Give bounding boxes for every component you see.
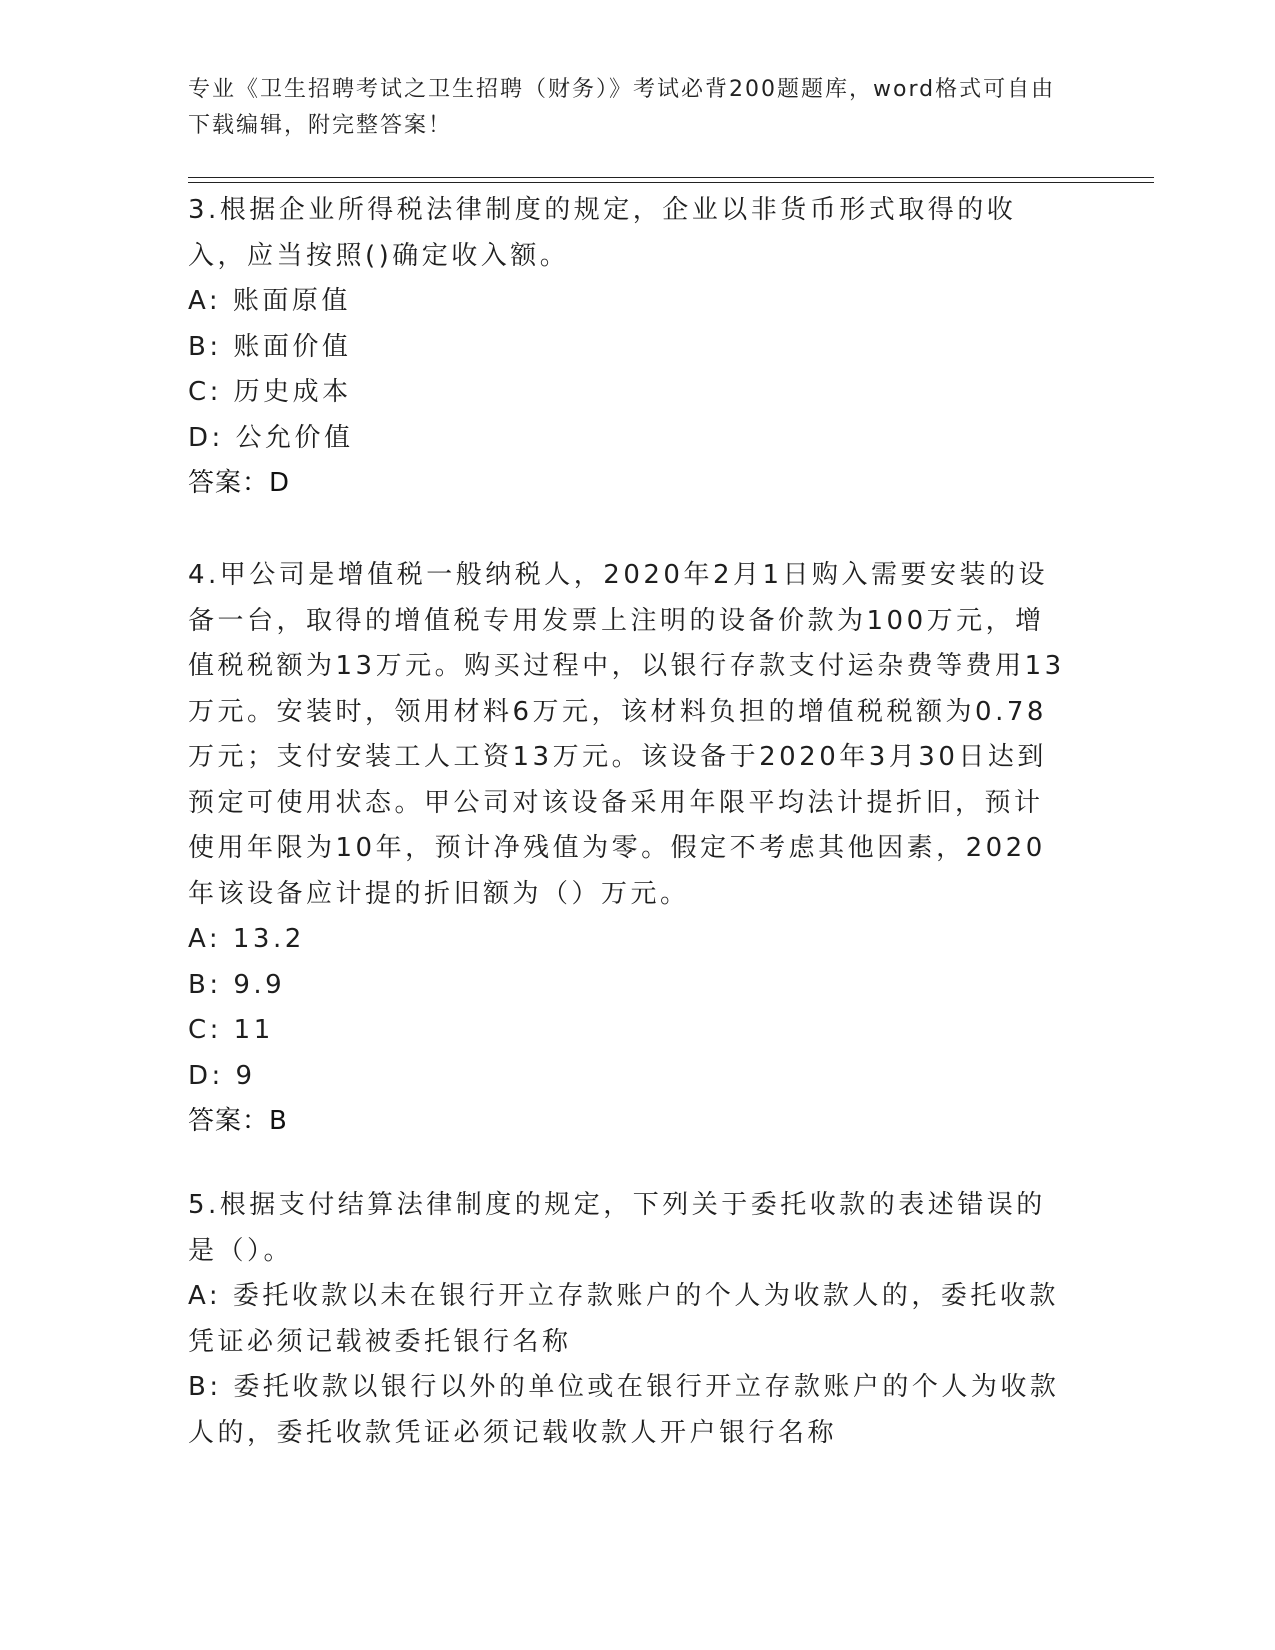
option-b: B: 账面价值 xyxy=(188,331,352,362)
option-d: D: 公允价值 xyxy=(188,422,354,453)
answer-line: 答案：B xyxy=(188,1106,288,1136)
header-divider-bottom xyxy=(188,182,1154,183)
option-c: C: 历史成本 xyxy=(188,377,352,407)
option-c: C: 11 xyxy=(188,1015,274,1045)
question-stem: 3.根据企业所得税法律制度的规定，企业以非货币形式取得的收入，应当按照()确定收入额。 xyxy=(188,195,1017,271)
option-a: A: 委托收款以未在银行开立存款账户的个人为收款人的，委托收款凭证必须记载被委托银行名称 xyxy=(188,1281,1059,1357)
question-5 xyxy=(188,1183,1068,1456)
option-a: A: 账面原值 xyxy=(188,286,351,316)
header-divider-top xyxy=(188,177,1154,178)
question-stem: 5.根据支付结算法律制度的规定，下列关于委托收款的表述错误的是（）。 xyxy=(188,1190,1046,1266)
option-b: B: 9.9 xyxy=(188,969,286,1000)
answer-line: 答案：D xyxy=(188,468,291,498)
option-a: A: 13.2 xyxy=(188,924,305,954)
question-4 xyxy=(188,553,1068,1145)
question-stem: 4.甲公司是增值税一般纳税人，2020年2月1日购入需要安装的设备一台，取得的增值税专用发票上注明的设备价款为100万元，增值税税额为13万元。购买过程中，以银行存款支付运杂费等费用13万元。安装时，领用材料6万元，该材料负担的增值税税额为0.78万元；支付安装工人工资13万元。该设备于2020年3月30日达到预定可使用状态。甲公司对该设备采用年限平均法计提折旧，预计使用年限为10年，预计净残值为零。假定不考虑其他因素，2020年该设备应计提的折旧额为（）万元。 xyxy=(188,560,1065,909)
option-d: D: 9 xyxy=(188,1060,256,1091)
question-3 xyxy=(188,188,1068,507)
option-b: B: 委托收款以银行以外的单位或在银行开立存款账户的个人为收款人的，委托收款凭证必须记载收款人开户银行名称 xyxy=(188,1372,1060,1448)
document-header: 专业《卫生招聘考试之卫生招聘（财务）》考试必背200题题库，word格式可自由下载编辑，附完整答案！ xyxy=(188,77,1056,138)
